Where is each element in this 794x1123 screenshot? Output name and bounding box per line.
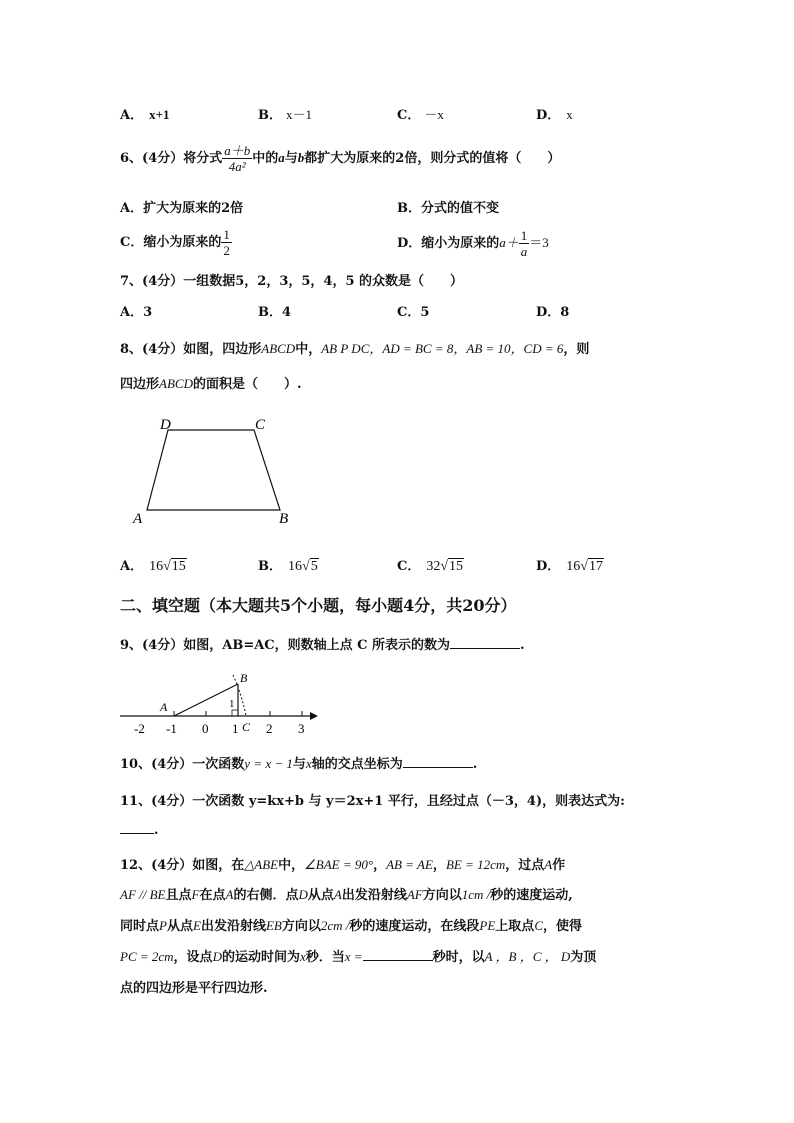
q12-line4: PC = 2cm，设点D的运动时间为x秒．当x = 秒时，以A ，B ，C ， D为顶: [120, 949, 597, 965]
vertex-c-label: C: [255, 417, 266, 433]
q8-option-b: B． 16√5: [258, 559, 318, 574]
q6-fraction: $\frac{a+b}{\text{4a²}}$: [224, 143, 251, 174]
q5-option-d: D． x: [536, 107, 573, 123]
q12-line1: 12、(4分）如图，在△ABE中，∠BAE = 90°，AB = AE，BE = 12cm，过点A作: [120, 857, 566, 873]
tick-label-neg1: -1: [166, 721, 177, 736]
vertex-b-label: B: [279, 511, 289, 527]
tick-label-0: 0: [202, 721, 209, 736]
q11-answer-line: .: [120, 821, 159, 838]
height-label: 1: [229, 698, 235, 710]
tick-label-2: 2: [266, 721, 273, 736]
q11-answer-blank[interactable]: [120, 821, 154, 834]
q12-line2: AF // BE且点F在点A的右侧．点D从点A出发沿射线AF方向以1cm /秒的速度运动,: [120, 887, 573, 903]
vertex-d-label: D: [160, 417, 171, 433]
q6-option-c: C．缩小为原来的 $\frac{1}{2}$: [120, 227, 230, 258]
q7-option-d: D．8: [536, 305, 570, 320]
q5-option-b: B． x－1: [258, 107, 313, 123]
q5-option-a: A． x+1: [120, 107, 170, 123]
q12-answer-blank[interactable]: [363, 948, 433, 961]
axis-arrow: [310, 712, 318, 720]
q11-stem: 11、(4分）一次函数 y=kx+b 与 y＝2x+1 平行，且经过点（－3，4)，则表达式为:: [120, 794, 625, 809]
q8-option-a: A． 16√15: [120, 559, 186, 574]
q10-answer-blank[interactable]: [403, 755, 473, 768]
point-c-label: C: [242, 720, 251, 734]
q5-option-c: C． －x: [397, 107, 444, 123]
point-a-label: A: [160, 700, 168, 714]
q6-option-d: D．缩小为原来的a＋ $\frac{1}{a}$ ＝3: [397, 228, 549, 259]
trapezoid-figure: [120, 410, 310, 530]
tick-label-1: 1: [232, 721, 239, 736]
trapezoid-shape: [147, 430, 280, 510]
q9-stem: 9、(4分）如图，AB=AC，则数轴上点 C 所表示的数为 .: [120, 638, 525, 653]
section-heading: 二、填空题（本大题共5个小题，每小题4分，共20分）: [120, 596, 517, 615]
number-line-figure: [118, 665, 328, 740]
q10-stem: 10、(4分）一次函数y = x − 1与x轴的交点坐标为 .: [120, 756, 478, 772]
q7-option-c: C．5: [397, 305, 430, 320]
q6-option-b: B．分式的值不变: [397, 201, 499, 216]
right-angle-mark: [232, 710, 238, 716]
q7-option-a: A．3: [120, 305, 153, 320]
q7-stem: 7、(4分）一组数据5，2，3，5，4，5 的众数是（ ）: [120, 274, 464, 289]
q8-stem-line1: 8、(4分）如图，四边形ABCD中，AB P DC，AD = BC = 8，AB = 10，CD = 6，则: [120, 341, 590, 357]
tick-label-neg2: -2: [134, 721, 145, 736]
vertex-a-label: A: [133, 511, 143, 527]
q12-line3: 同时点P从点E出发沿射线EB方向以2cm /秒的速度运动，在线段PE上取点C，使得: [120, 918, 582, 934]
q8-option-c: C． 32√15: [397, 559, 464, 574]
q8-stem-line2: 四边形ABCD的面积是（ ）.: [120, 376, 302, 392]
point-b-label: B: [240, 671, 248, 685]
q12-line5: 点的四边形是平行四边形.: [120, 981, 268, 996]
q6-stem: 6、(4分）将分式 $\frac{a+b}{\text{4a²}}$ 中的a与b都扩大为原来的2倍，则分式的值将（ ）: [120, 143, 561, 174]
q7-option-b: B．4: [258, 305, 292, 320]
q9-answer-blank[interactable]: [450, 636, 520, 649]
tick-label-3: 3: [298, 721, 305, 736]
q6-option-a: A．扩大为原来的2倍: [120, 201, 244, 216]
q8-option-d: D． 16√17: [536, 559, 603, 574]
